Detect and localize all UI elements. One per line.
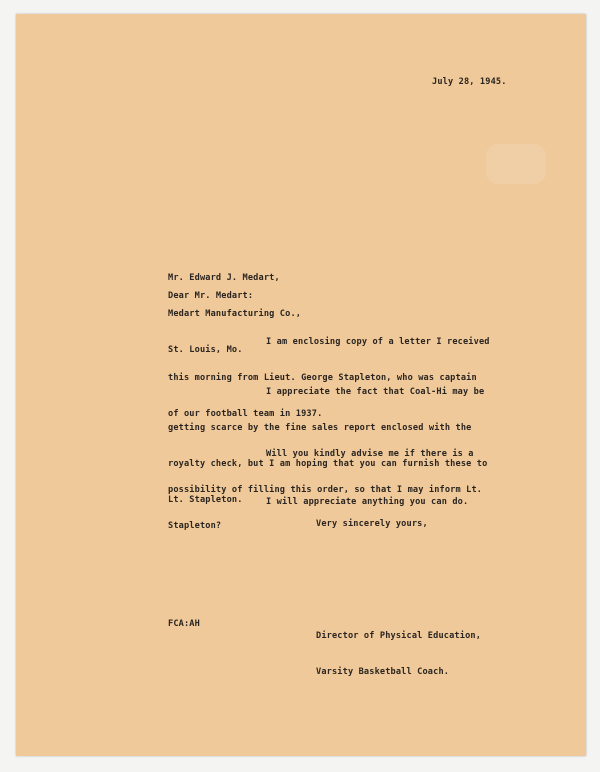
paragraph-line: this morning from Lieut. George Stapleton, who was captain xyxy=(168,373,477,383)
closing: Very sincerely yours, xyxy=(316,519,428,529)
recipient-line: St. Louis, Mo. xyxy=(168,345,243,355)
recipient-line: Mr. Edward J. Medart, xyxy=(168,273,280,283)
paper-stain xyxy=(486,144,546,184)
paragraph-line: getting scarce by the fine sales report enclosed with the xyxy=(168,423,472,433)
signature-line: Director of Physical Education, xyxy=(316,631,482,641)
typist-initials: FCA:AH xyxy=(168,619,200,629)
paragraph-line: Stapleton? xyxy=(168,521,222,531)
recipient-line: Medart Manufacturing Co., xyxy=(168,309,302,319)
paragraph-line: possibility of filling this order, so that I may inform Lt. xyxy=(168,485,483,495)
paragraph-line: royalty check, but I am hoping that you can furnish these to xyxy=(168,459,488,469)
paragraph-line: Lt. Stapleton. xyxy=(168,495,243,505)
paragraph-line: I am enclosing copy of a letter I received xyxy=(266,337,490,347)
paragraph-line: of our football team in 1937. xyxy=(168,409,323,419)
signature-line: Varsity Basketball Coach. xyxy=(316,667,450,677)
paragraph-line: I will appreciate anything you can do. xyxy=(266,497,469,507)
salutation: Dear Mr. Medart: xyxy=(168,291,254,301)
letter-page xyxy=(16,14,586,756)
letter-date: July 28, 1945. xyxy=(432,77,507,87)
signature-title xyxy=(316,606,481,702)
paragraph-line: I appreciate the fact that Coal-Hi may be xyxy=(266,387,485,397)
paragraph-line: Will you kindly advise me if there is a xyxy=(266,449,474,459)
